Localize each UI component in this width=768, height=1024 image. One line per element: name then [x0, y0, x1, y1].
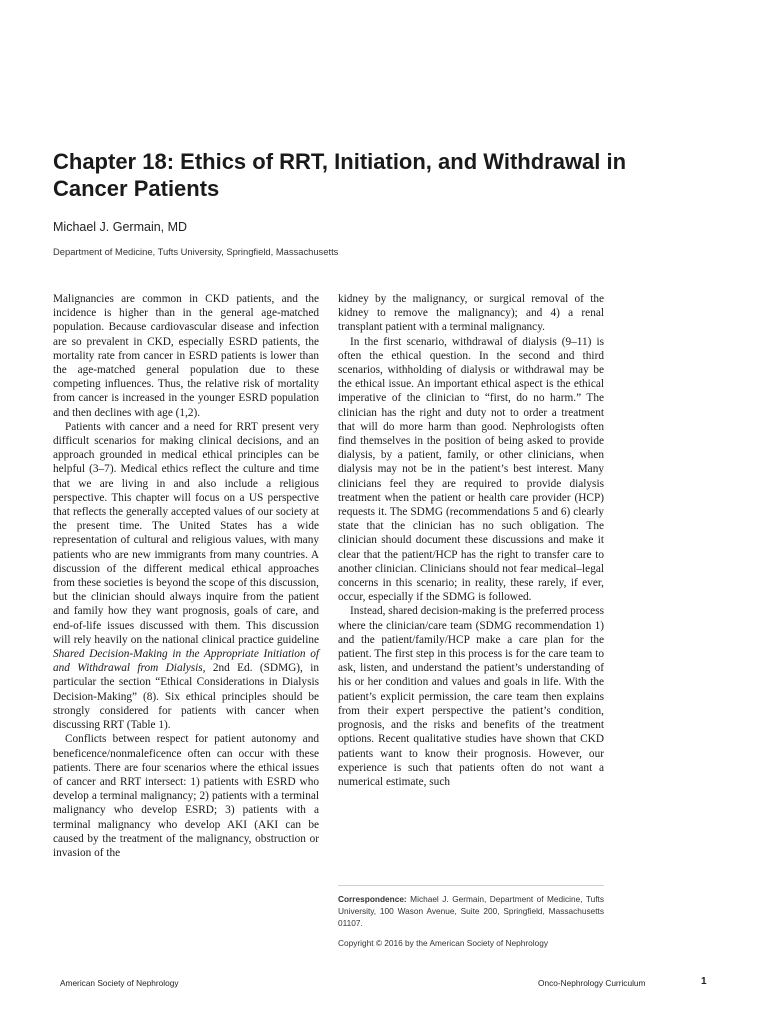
paragraph: Instead, shared decision-making is the preferred process where the clinician/care team (SDMG recommendation 1) and the patient/family/HCP make a care plan for the patient. The first step in this process is for the care team to ask, listen, and understand the patient’s understanding of his or her condition and values and goals in life. With the patient’s explicit permission, the care team then explains from their expert perspective the patient’s condition, prognosis, and the risks and benefits of the treatment options. Recent qualitative studies have shown that CKD patients want to know their prognosis. However, our experience is such that patients often do not want a numerical estimate, such	[338, 605, 604, 788]
footer-publisher: American Society of Nephrology	[60, 978, 179, 988]
body-column-left	[53, 292, 319, 860]
chapter-title: Chapter 18: Ethics of RRT, Initiation, and Withdrawal in Cancer Patients	[53, 149, 627, 201]
correspondence-label: Correspondence:	[338, 894, 407, 904]
correspondence-text: Michael J. Germain, Department of Medicine, Tufts University, 100 Wason Avenue, Suite 200, Springfield, Massachusetts 01107.	[338, 894, 604, 928]
paragraph: Malignancies are common in CKD patients, and the incidence is higher than in the general age-matched population. Because cardiovascular disease and infection are so prevalent in CKD, especially ESRD patients, the mortality rate from cancer in ESRD patients is lower than the age-matched general population due to these competing influences. Thus, the relative risk of mortality from cancer is increased in the younger ESRD population and then declines with age (1,2).	[53, 293, 319, 419]
page-number: 1	[701, 976, 707, 987]
paragraph-text: Patients with cancer and a need for RRT present very difficult scenarios for making clinical decisions, and an approach grounded in medical ethical principles can be helpful (3–7). Medical ethics reflect the culture and time that we are living in and also include a religious perspective. This chapter will focus on a US perspective that reflects the generally accepted values of our society at the present time. The United States has a wide representation of cultural and religious values, with many patients who are new immigrants from many countries. A discussion of the different medical ethical approaches from these societies is beyond the scope of this discussion, but the clinician should always inquire from the patient and family how they want prognosis, goals of care, and end-of-life issues discussed with them. This discussion will rely heavily on the national clinical practice guideline	[53, 420, 319, 646]
footer-curriculum: Onco-Nephrology Curriculum	[538, 978, 646, 988]
author-name: Michael J. Germain, MD	[53, 220, 188, 234]
author-affiliation: Department of Medicine, Tufts University, Springfield, Massachusetts	[53, 246, 339, 257]
body-column-right	[338, 292, 604, 789]
paragraph: kidney by the malignancy, or surgical removal of the kidney to remove the malignancy); and 4) a renal transplant patient with a terminal malignancy.	[338, 293, 604, 334]
copyright-notice: Copyright © 2016 by the American Society of Nephrology	[338, 938, 548, 948]
guideline-title: Shared Decision-Making in the Appropriate Initiation of and Withdrawal from Dialysis,	[53, 648, 319, 675]
paragraph: In the first scenario, withdrawal of dialysis (9–11) is often the ethical question. In the second and third scenarios, withholding of dialysis or withdrawal may be the ethical issue. An important ethical aspect is the ethical imperative of the clinician to “first, do no harm.” The clinician has the right and duty not to order a treatment that will do more harm than good. Nephrologists often find themselves in the position of being asked to provide dialysis, by a patient, family, or other clinicians, when dialysis may not be in the patient’s best interest. Many clinicians feel they are required to provide dialysis treatment when the patient or health care provider (HCP) requests it. The SDMG (recommendations 5 and 6) clearly state that the clinician has no such obligation. The clinician should document these discussions and make it clear that the patient/HCP has the right to transfer care to another clinician. Clinicians should not fear medical–legal concerns in this scenario; in reality, these rarely, if ever, occur, especially if the SDMG is followed.	[338, 335, 604, 604]
paragraph	[53, 420, 319, 732]
correspondence-note	[338, 893, 604, 929]
paragraph: Conflicts between respect for patient autonomy and beneficence/nonmaleficence often can occur with these patients. There are four scenarios where the ethical issues of cancer and RRT intersect: 1) patients with ESRD who develop a terminal malignancy; 2) patients with a terminal malignancy who develop ESRD; 3) patients with a terminal malignancy who develop AKI (AKI can be caused by the treatment of the malignancy, obstruction or invasion of the	[53, 733, 319, 859]
correspondence-divider	[338, 885, 604, 886]
paragraph-text: 2nd Ed. (SDMG), in particular the section “Ethical Considerations in Dialysis Decision-Making” (8). Six ethical principles should be strongly considered for patients with cancer when discussing RRT (Table 1).	[53, 662, 319, 732]
